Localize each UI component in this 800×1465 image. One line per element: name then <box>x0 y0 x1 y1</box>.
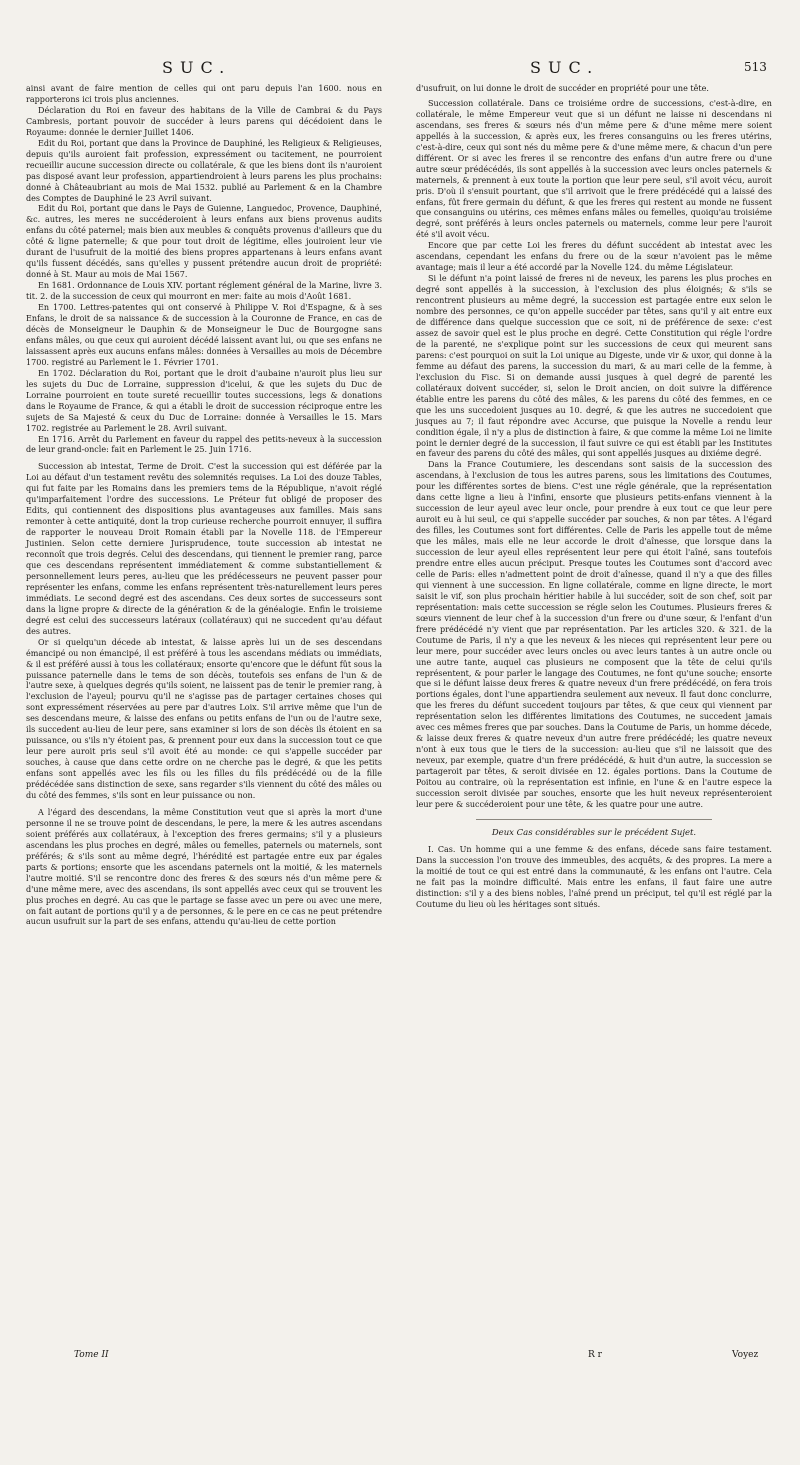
paragraph: En 1681. Ordonnance de Louis XIV. portant réglement général de la Marine, livre 3. tit. 2. de la succession de ceux qui mourront en mer: faite au mois d'Août 1681. <box>26 281 382 302</box>
paragraph: A l'égard des descendans, la même Constitution veut que si après la mort d'une personne il ne se trouve point de descendans, le pere, la mere & les autres ascendans soient préférés aux collatéraux, à l'exception des freres germains; s'il y a plusieurs ascendans les plus proches en degré, mâles ou femelles, paternels ou maternels, sont préférés; & s'ils sont au même degré, l'hérédité est partagée entre eux par égales parts & portions; ensorte que les ascendans paternels ont la moitié, & les maternels l'autre moitié. S'il se rencontre donc des freres & des sœurs nés d'un même pere & d'une même mere, avec des ascendans, ils sont appellés avec ceux qui se trouvent les plus proches en degré. Au cas que le partage se fasse avec un pere ou avec une mere, on fait autant de portions qu'il y a de personnes, & le pere en ce cas ne peut prétendre aucun usufruit sur la part de ses enfans, attendu qu'au-lieu de cette portion <box>26 807 382 927</box>
paragraph: En 1700. Lettres-patentes qui ont conservé à Philippe V. Roi d'Espagne, & à ses Enfans, le droit de sa naissance & de succession à la Couronne de France, en cas de décès de Monseigneur le Dauphin & de Monseigneur le Duc de Bourgogne sans enfans mâles, ou que ceux qui auroient décédé laissent avant lui, ou que ses enfans ne laissassent après eux aucuns enfans mâles: données à Versailles au mois de Décembre 1700. registré au Parlement le 1. Février 1701. <box>26 303 382 367</box>
paragraph: ainsi avant de faire mention de celles qui ont paru depuis l'an 1600. nous en rapporterons ici trois plus anciennes. <box>26 84 382 104</box>
paragraph: Encore que par cette Loi les freres du défunt succédent ab intestat avec les ascendans, cependant les enfans du frere ou de la sœur n'avoient pas le même avantage; mais il leur a été accordé par la Novelle 124. du même Législateur. <box>416 241 772 273</box>
entry-succession-collaterale: Succession collatérale. Dans ce troisiéme ordre de successions, c'est-à-dire, en collatérale, le même Empereur veut que si un défunt ne laisse ni descendans ni ascendans, ses freres & sœurs nés d'un même pere & d'une même mere soient appellés à la succession, & après eux, les freres consanguins ou les freres utérins, c'est-à-dire, ceux qui sont nés du même pere & d'une même mere, & chacun d'un pere différent. Or si avec les freres il se rencontre des enfans d'un autre frere ou d'une autre sœur prédécédés, ils sont appellés à la succession avec leurs oncles paternels & maternels, & prennent à eux toute la portion que leur pere seul, s'il avoit vécu, auroit pris. D'où il s'ensuit pourtant, que s'il arrivoit que le frere prédécédé qui a laissé des enfans, fût frere germain du défunt, & que les freres qui restent au monde ne fussent que consanguins ou utérins, ces mêmes enfans mâles ou femelles, quoiqu'au troisiéme degré, sont préférés à leurs oncles paternels ou maternels, comme leur pere l'auroit été s'il avoit vécu. <box>416 98 772 240</box>
paragraph: Or si quelqu'un décede ab intestat, & laisse après lui un de ses descendans émancipé ou non émancipé, il est préféré à tous les ascendans médiats ou immédiats, & il est préféré aussi à tous les collatéraux; ensorte qu'encore que le défunt fût sous la puissance paternelle dans le tems de son décès, toutefois ses enfans de l'un & de l'autre sexe, à quelques degrés qu'ils soient, ne laissent pas de tenir le premier rang, à l'exclusion de l'ayeul; pourvu qu'il ne s'agisse pas de partager certaines choses qui sont expressément réservées au pere par d'autres Loix. S'il arrive même que l'un de ses descendans meure, & laisse des enfans ou petits enfans de l'un ou de l'autre sexe, ils succedent au-lieu de leur pere, sans examiner si lors de son décès ils étoient en sa puissance, ou s'ils n'y étoient pas, & prennent pour eux dans la succession tout ce que leur pere auroit pris seul s'il avoit été au monde: ce qui s'appelle succéder par souches, à cause que dans cette ordre on ne cherche pas le degré, & que les petits enfans sont appellés avec les fils ou les filles du fils prédécédé ou de la fille prédécédée sans distinction de sexe, sans regarder s'ils viennent du côté des mâles ou du côté des femmes, s'ils sont en leur puissance ou non. <box>26 637 382 800</box>
paragraph: d'usufruit, on lui donne le droit de succéder en propriété pour une tête. <box>416 84 709 93</box>
paragraph: En 1716. Arrêt du Parlement en faveur du rappel des petits-neveux à la succession de leur grand-oncle: fait en Parlement le 25. Juin 1716. <box>26 434 382 455</box>
paragraph: En 1702. Déclaration du Roi, portant que le droit d'aubaine n'auroit plus lieu sur les sujets du Duc de Lorraine, suppression d'icelui, & que les sujets du Duc de Lorraine pourroient en toute sureté recueillir toutes successions, legs & donations dans le Royaume de France, & qui a établi le droit de succession réciproque entre les sujets de Sa Majesté & ceux du Duc de Lorraine: donnée à Versailles le 15. Mars 1702. registrée au Parlement le 28. Avril suivant. <box>26 368 382 433</box>
paragraph: Si le défunt n'a point laissé de freres ni de neveux, les parens les plus proches en degré sont appellés à la succession, à l'exclusion des plus éloignés; & s'ils se rencontrent plusieurs au même degré, la succession est partagée entre eux selon le nombre des personnes, ce qu'on appelle succéder par têtes, sans qu'il y ait entre eux de différence dans quelque succession que ce soit, ni de préférence de sexe: c'est assez de savoir quel est le plus proche en degré. Cette Constitution qui régle l'ordre de la parenté, ne s'explique point sur les successions de ceux qui meurent sans parens: c'est pourquoi on suit la Loi unique au Digeste, unde vir & uxor, qui donne à la femme au défaut des parens, la succession du mari, & au mari celle de la femme, à l'exclusion du Fisc. Si on demande aussi jusques à quel degré de parenté les collatéraux doivent succéder, si, selon le Droit ancien, on doit suivre la différence établie entre les parens du côté des mâles, & les parens du côté des femmes, en ce que les uns succedoient jusques au 10. degré, & que les autres ne succedoient que jusques au 7; il faut répondre avec Accurse, que puisque la Novelle a rendu leur condition égale, il n'y a plus de distinction à faire, & que comme la même Loi ne limite point le dernier degré de la succession, il faut suivre ce qui est établi par les Institutes en faveur des parens du côté des mâles, qui sont appellés jusques au dixiéme degré. <box>416 274 772 459</box>
entry-succession-ab-intestat: Succession ab intestat, Terme de Droit. C'est la succession qui est déférée par la Loi au défaut d'un testament revêtu des solemnités requises. La Loi des douze Tables, qui fut faite par les Romains dans les premiers tems de la République, n'avoit réglé qu'imparfaitement l'ordre des successions. Le Préteur fut obligé de proposer des Edits, qui contiennent des dispositions plus avantageuses aux familles. Mais sans remonter à cette antiquité, dont la trop curieuse recherche pourroit ennuyer, il suffira de rapporter le nouveau Droit Romain établi par la Novelle 118. de l'Empereur Justinien. Selon cette derniere Jurisprudence, toute succession ab intestat ne reconnoît que trois degrés. Celui des descendans, qui tiennent le premier rang, parce que ces descendans représentent immédiatement & comme substantiellement & personnellement leurs peres, au-lieu que les prédécesseurs ne peuvent passer pour représenter les enfans, comme les enfans représentent très-naturellement leurs peres immédiats. Le second degré est des ascendans. Ces deux sortes de successeurs sont dans la ligne propre & directe de la génération & de la généalogie. Enfin le troisieme degré est celui des successeurs latéraux (collatéraux) qui ne succedent qu'au défaut des autres. <box>26 462 382 636</box>
section-heading: Deux Cas considérables sur le précédent Sujet. <box>491 827 697 838</box>
paragraph: I. Cas. Un homme qui a une femme & des enfans, décede sans faire testament. Dans la succession l'on trouve des immeubles, des acquêts, & des propres. La mere a la moitié de tout ce qui est entré dans la communauté, & les enfans ont l'autre. Cela ne fait pas la moindre difficulté. Mais entre les enfans, il faut faire une autre distinction: s'il y a des biens nobles, l'aîné prend un préciput, tel qu'il est réglé par la Coutume du lieu où les héritages sont situés. <box>416 844 772 909</box>
running-head-left: SUC. <box>162 58 232 77</box>
signature-mark: R r <box>588 1350 602 1360</box>
page-header <box>0 58 800 82</box>
section-divider <box>476 819 712 820</box>
running-head-right: SUC. <box>530 58 600 77</box>
paragraph: Edit du Roi, portant que dans la Province de Dauphiné, les Religieux & Religieuses, depuis qu'ils auroient fait profession, expressément ou tacitement, ne pourroient recueillir aucune succession directe ou collatérale, & que les biens dont ils n'auroient pas disposé avant leur profession, appartiendroient à leurs parens les plus prochains: donné à Châteaubriant au mois de Mai 1532. publié au Parlement & en la Chambre des Comptes de Dauphiné le 23 Avril suivant. <box>26 138 382 203</box>
paragraph: Edit du Roi, portant que dans le Pays de Guienne, Languedoc, Provence, Dauphiné, &c. autres, les meres ne succéderoient à leurs enfans aux biens provenus audits enfans du côté paternel; mais bien aux meubles & conquêts provenus d'ailleurs que du côté & ligne paternelle; & que pour tout droit de légitime, elles jouiroient leur vie durant de l'usufruit de la moitié des biens propres appartenans à leurs enfans avant qu'ils fussent décédés, sans qu'elles y pussent prétendre aucun droit de propriété: donné à St. Maur au mois de Mai 1567. <box>26 204 382 280</box>
paragraph: Dans la France Coutumiere, les descendans sont saisis de la succession des ascendans, à l'exclusion de tous les autres parens, sous les limitations des Coutumes, pour les différentes sortes de biens. C'est une régle générale, que la représentation dans cette ligne a lieu à l'infini, ensorte que plusieurs petits-enfans viennent à la succession de leur ayeul avec leur oncle, pour prendre à eux tout ce que leur pere auroit eu à lui seul, ce qui s'appelle succéder par souches, & non par têtes. A l'égard des filles, les Coutumes sont fort différentes. Celle de Paris les appelle tout de même que les mâles, mais elle ne leur accorde le droit d'aînesse, que lorsque dans la succession de leur ayeul elles représentent leur pere qui étoit l'aîné, sans toutefois prendre entre elles aucun préciput. Presque toutes les Coutumes sont d'accord avec celle de Paris: elles n'admettent point de droit d'aînesse, quand il n'y a que des filles qui viennent à une succession. En ligne collatérale, comme en ligne directe, le mort saisit le vif, son plus prochain héritier habile à lui succéder, soit de son chef, soit par représentation: mais cette succession se régle selon les Coutumes. Plusieurs freres & sœurs viennent de leur chef à la succession d'un frere ou d'une sœur, & l'enfant d'un frere prédécédé n'y vient que par représentation. Par les articles 320. & 321. de la Coutume de Paris, il n'y a que les neveux & les nieces qui représentent leur pere ou leur mere, pour succéder avec leurs oncles ou avec leurs tantes à un autre oncle ou une autre tante, auquel cas plusieurs ne composent que la tête de celui qu'ils représentent, & pour parler le langage des Coutumes, ne font qu'une souche; ensorte que si le défunt laisse deux freres & quatre neveux d'un frere prédécédé, on fera trois portions égales, dont l'une appartiendra seulement aux neveux. Il faut donc conclurre, que les freres du défunt succedent toujours par têtes, & que ceux qui viennent par représentation selon les différentes limitations des Coutumes, ne succedent jamais avec ces mêmes freres que par souches. Dans la Coutume de Paris, un homme décede, & laisse deux freres & quatre neveux d'un autre frere prédécédé; les quatre neveux n'ont à eux tous que le tiers de la succession: au-lieu que s'il ne laissoit que des neveux, par exemple, quatre d'un frere prédécédé, & huit d'un autre, la succession se partageroit par têtes, & seroit divisée en 12. égales portions. Dans la Coutume de Poitou au contraire, où la représentation est infinie, en l'une & en l'autre espece la succession seroit divisée par souches, ensorte que les huit neveux représenteroient leur pere & succéderoient pour une tête, & les quatre pour une autre. <box>416 460 772 809</box>
page-number: 513 <box>744 60 767 74</box>
catchword: Voyez <box>732 1350 759 1360</box>
right-column <box>416 84 772 911</box>
left-column <box>26 84 382 928</box>
paragraph: Déclaration du Roi en faveur des habitans de la Ville de Cambrai & du Pays Cambresis, portant pouvoir de succéder à leurs parens qui décédoient dans le Royaume: donnée le dernier Juillet 1406. <box>26 105 382 137</box>
page-footer <box>0 1350 800 1370</box>
volume-label: Tome II <box>74 1350 109 1360</box>
